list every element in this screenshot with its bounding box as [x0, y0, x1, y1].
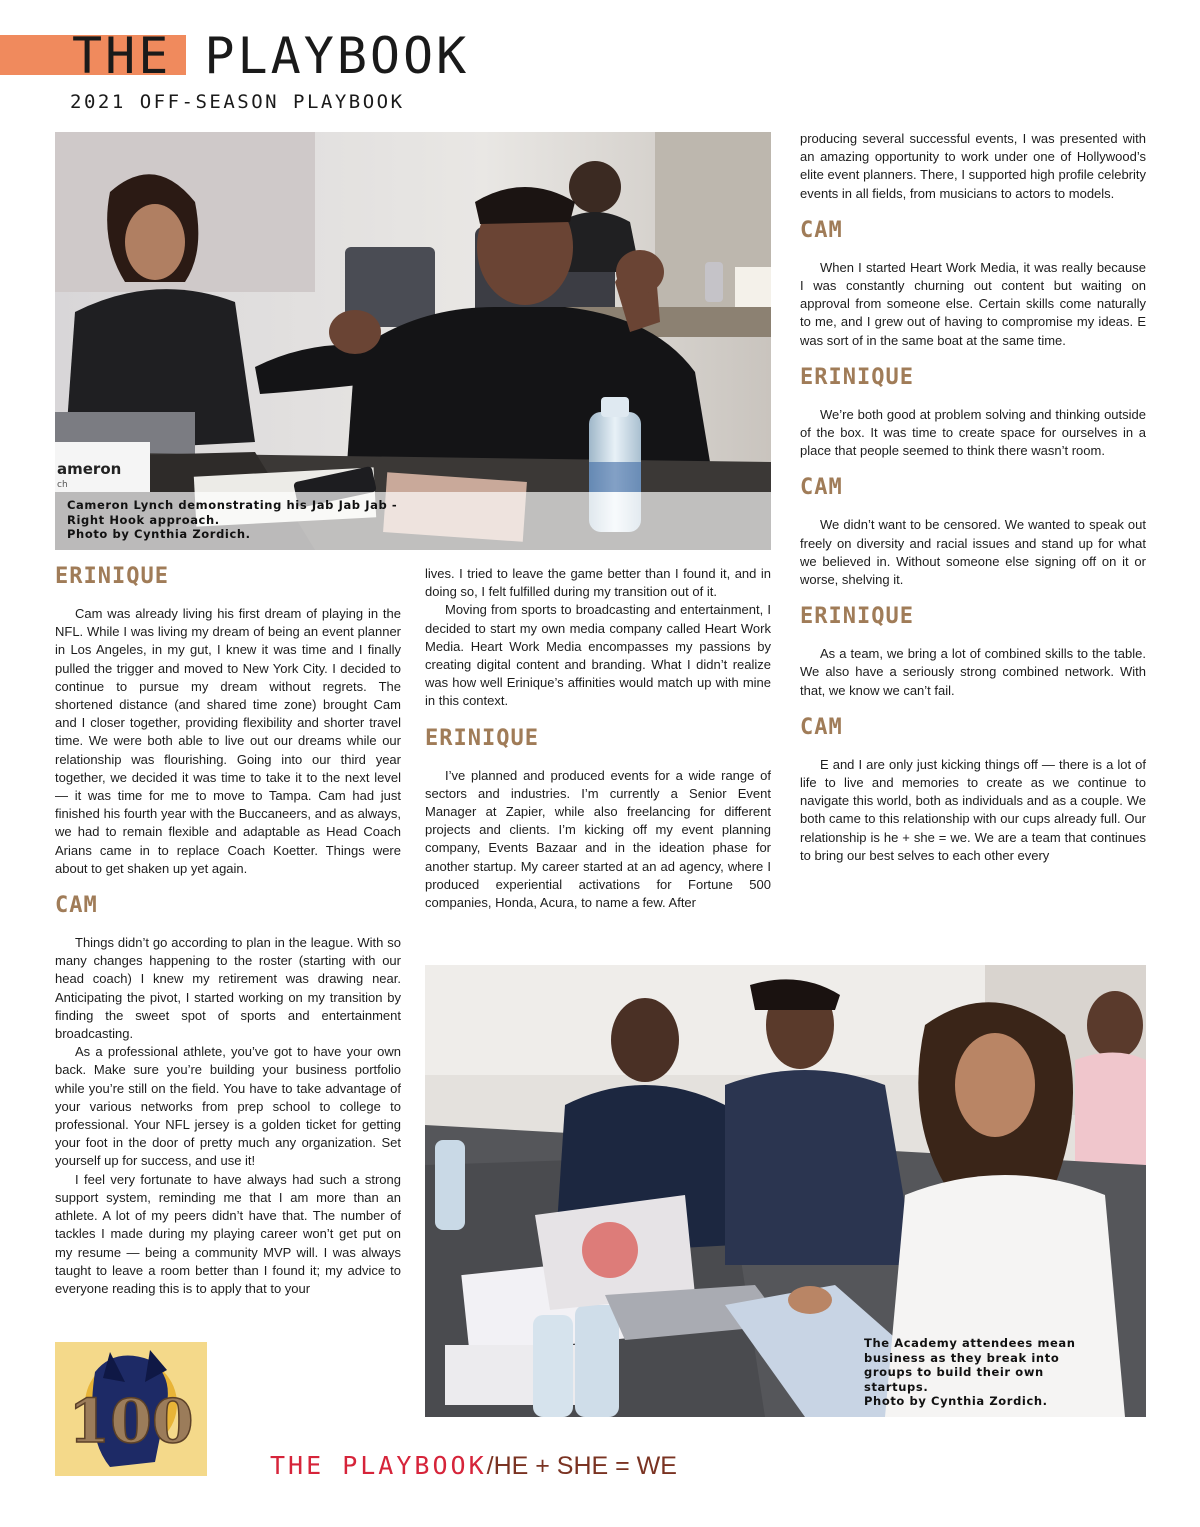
paragraph: As a professional athlete, you’ve got to have your own back. Make sure you’re building your business portfolio while you’re still on the field. You have to take advantage of your various networks from prep school to college to professional. Your NFL jersey is a golden ticket for getting your foot in the door of pretty much any organization. Set yourself up for success, and use it! [55, 1044, 401, 1169]
caption-line: groups to build their own [864, 1365, 1044, 1379]
speaker-heading: CAM [800, 475, 843, 501]
paragraph: As a team, we bring a lot of combined skills to the table. We also have a seriously strong combined network. With that, we know we can’t fail. [800, 646, 1146, 698]
speaker-heading: ERINIQUE [800, 604, 914, 630]
speaker-heading: CAM [55, 893, 98, 919]
paragraph: I’ve planned and produced events for a wide range of sectors and industries. I’m currently a Senior Event Manager at Zapier, while also freelancing for different projects and clients. I’m kicking off my event planning company, Events Bazaar and in the ideation phase for another startup. My career started at an ad agency, where I produced experiential activations for Fortune 500 companies, Honda, Acura, to name a few. After [425, 767, 771, 911]
paragraph: Things didn’t go according to plan in the league. With so many changes happening to the roster (starting with our head coach) I knew my retirement was drawing near. Anticipating the pivot, I started working on my transition by finding the sweet spot of sports and entertainment broadcasting. [55, 935, 401, 1042]
caption-line: startups. [864, 1379, 929, 1394]
speaker-heading: ERINIQUE [55, 564, 169, 589]
photo-cameron-lynch [55, 132, 771, 550]
magazine-title: THE PLAYBOOK [72, 27, 470, 85]
paragraph: lives. I tried to leave the game better than I found it, and in doing so, I felt fulfilled during my transition out of it. [425, 566, 771, 600]
speaker-heading: ERINIQUE [800, 364, 914, 390]
paragraph: I feel very fortunate to have always had such a strong support system, reminding me that I am more than an athlete. A lot of my peers didn’t have that. The number of tackles I made during my playing career won’t get put on my resume — being a community MVP will. I was always taught to leave a room better than I found it; my advice to everyone reading this is to apply that to your [55, 1171, 401, 1296]
100-logo [55, 1342, 207, 1476]
paragraph: We’re both good at problem solving and thinking outside of the box. It was time to create space for ourselves in a place that people seemed to think there wasn’t room. [800, 406, 1146, 459]
paragraph: E and I are only just kicking things off — there is a lot of life to live and memories to create as we continue to navigate this world, both as individuals and as a couple. We both came to this relationship with our cups already full. Our relationship is he + she = we. We are a team that continues to bring our best selves to each other every [800, 756, 1146, 863]
magazine-subtitle: 2021 OFF-SEASON PLAYBOOK [70, 91, 405, 113]
speaker-heading: CAM [800, 217, 843, 243]
footer-tagline: /HE + SHE = WE [486, 1452, 677, 1480]
caption-line: Right Hook approach. [67, 512, 220, 527]
paragraph: When I started Heart Work Media, it was really because I was constantly churning out content but waiting on approval from someone else. Certain skills come naturally to me, and I grew out of having to compromise my ideas. E was sort of in the same boat at the same time. [800, 259, 1146, 348]
photo-bottom-caption [864, 1336, 1140, 1409]
caption-line: Photo by Cynthia Zordich. [67, 527, 251, 541]
footer-brand: THE PLAYBOOK [270, 1451, 487, 1480]
paragraph: Moving from sports to broadcasting and entertainment, I decided to start my own media company called Heart Work Media. Heart Work Media encompasses my passions by creating digital content and branding. What I didn’t realize was how well Erinique’s affinities would match up with mine in this context. [425, 602, 771, 709]
speaker-heading: CAM [800, 714, 843, 740]
page-footer [270, 1451, 677, 1481]
nameplate-text: ameron [57, 460, 122, 478]
paragraph: Cam was already living his first dream of playing in the NFL. While I was living my dream of being an event planner in Los Angeles, in my gut, I knew it was time and I finally pulled the trigger and moved to New York City. I decided to continue to pursue my dream without regrets. The shortened distance (and shared time zone) brought Cam and I closer together, providing flexibility and shorter travel time. We were both able to live out our dreams while our relationship was flourishing. Going into our third year together, we decided it was time to take it to the next level — it was time for me to move to Tampa. Cam had just finished his fourth year with the Buccaneers, and as always, we had to remain flexible and adaptable as Head Coach Arians came in to replace Coach Koetter. Things were about to get shaken up yet again. [55, 606, 401, 876]
caption-line: Cameron Lynch demonstrating his Jab Jab Jab - [67, 498, 398, 512]
speaker-heading: ERINIQUE [425, 725, 539, 751]
caption-line: business as they break into [864, 1350, 1060, 1365]
logo-text: 100 [68, 1387, 194, 1457]
caption-line: Photo by Cynthia Zordich. [864, 1394, 1048, 1408]
caption-line: The Academy attendees mean [864, 1336, 1076, 1350]
article-column-2 [425, 565, 771, 912]
article-column-3 [800, 130, 1146, 865]
paragraph: We didn’t want to be censored. We wanted to speak out freely on diversity and racial issues and stand up for what we believed in. Without someone else signing off on it or worse, shelving it. [800, 517, 1146, 588]
article-column-1 [55, 565, 401, 1298]
paragraph: producing several successful events, I was presented with an amazing opportunity to work under one of Hollywood’s elite event planners. There, I supported high profile celebrity events in all fields, from musicians to actors to models. [800, 131, 1146, 201]
nameplate-subtext: ch [57, 480, 68, 490]
photo-top-caption [55, 492, 771, 550]
